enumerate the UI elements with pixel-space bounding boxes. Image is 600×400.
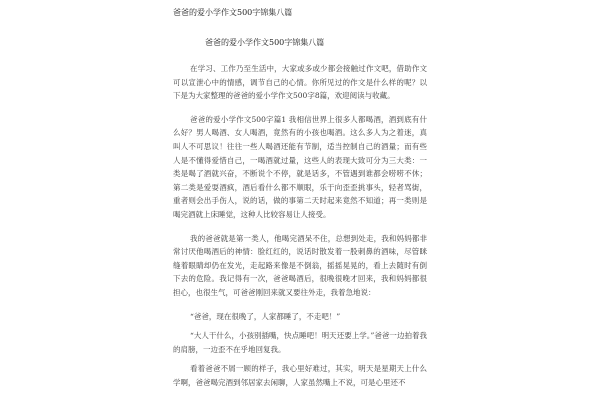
paragraph-2: 我的爸爸就是第一类人，他喝完酒呆不住，总想到处走，我和妈妈都非常讨厌他喝酒后的神情：脸红红的，说话时散发着一股刺鼻的酒味，尽管眯缝着眼睛却仍在发光，走起路来像是不倒翁，摇摇晃晃的，看上去随时有倒下去的危险。我记得有一次，爸爸喝酒后，很晚很晚才回来，我和妈妈都很担心，也很生气，可爸爸刚回来就又要往外走，我着急地说： (173, 233, 427, 297)
paragraph-3: “爸爸，现在很晚了，人家都睡了，不走吧！” (190, 311, 341, 321)
section-title: 爸爸的爱小学作文500字锦集八篇 (205, 38, 325, 47)
paragraph-5: 看着爸爸不屑一顾的样子，我心里好难过，其实，明天是星期天上什么学啊，爸爸喝完酒到邻居家去闲聊，人家虽然嘴上不说，可是心里还不 (173, 364, 427, 387)
document-title: 爸爸的爱小学作文500字锦集八篇 (173, 8, 293, 17)
paragraph-1: 爸爸的爱小学作文500字篇1 我相信世界上很多人都喝酒，酒到底有什么好？男人喝酒、女人喝酒，竟然有的小孩也喝酒。这么多人为之着迷，真叫人不可思议！往往一些人喝酒还能有节制，适当控制自己的酒量；而有些人是不懂得爱惜自己，一喝酒就过量，这些人的表现大致可分为三大类：一类是喝了酒就兴奋，不断说个不停，就是话多，不管遇到谁都会唠唠不休；第二类是爱耍酒疯，酒后看什么都不顺眼，乐于向歪歪挑事头，轻者骂街，重者则会出手伤人，说的话，做的事第二天时起来竟然不知道；再一类则是喝完酒就上床睡觉，这种人比较容易让人接受。 (173, 114, 427, 219)
paragraph-intro: 在学习、工作乃至生活中，大家或多或少都会接触过作文吧，借助作文可以宣泄心中的情感，调节自己的心情。你所见过的作文是什么样的呢？以下是为大家整理的爸爸的爱小学作文500字8篇，欢迎阅读与收藏。 (173, 64, 427, 101)
document-body (173, 8, 427, 399)
paragraph-4: “大人干什么，小孩别插嘴，快点睡吧！明天还要上学。”爸爸一边拍着我的肩膀，一边歪不在乎地回复我。 (173, 331, 427, 354)
